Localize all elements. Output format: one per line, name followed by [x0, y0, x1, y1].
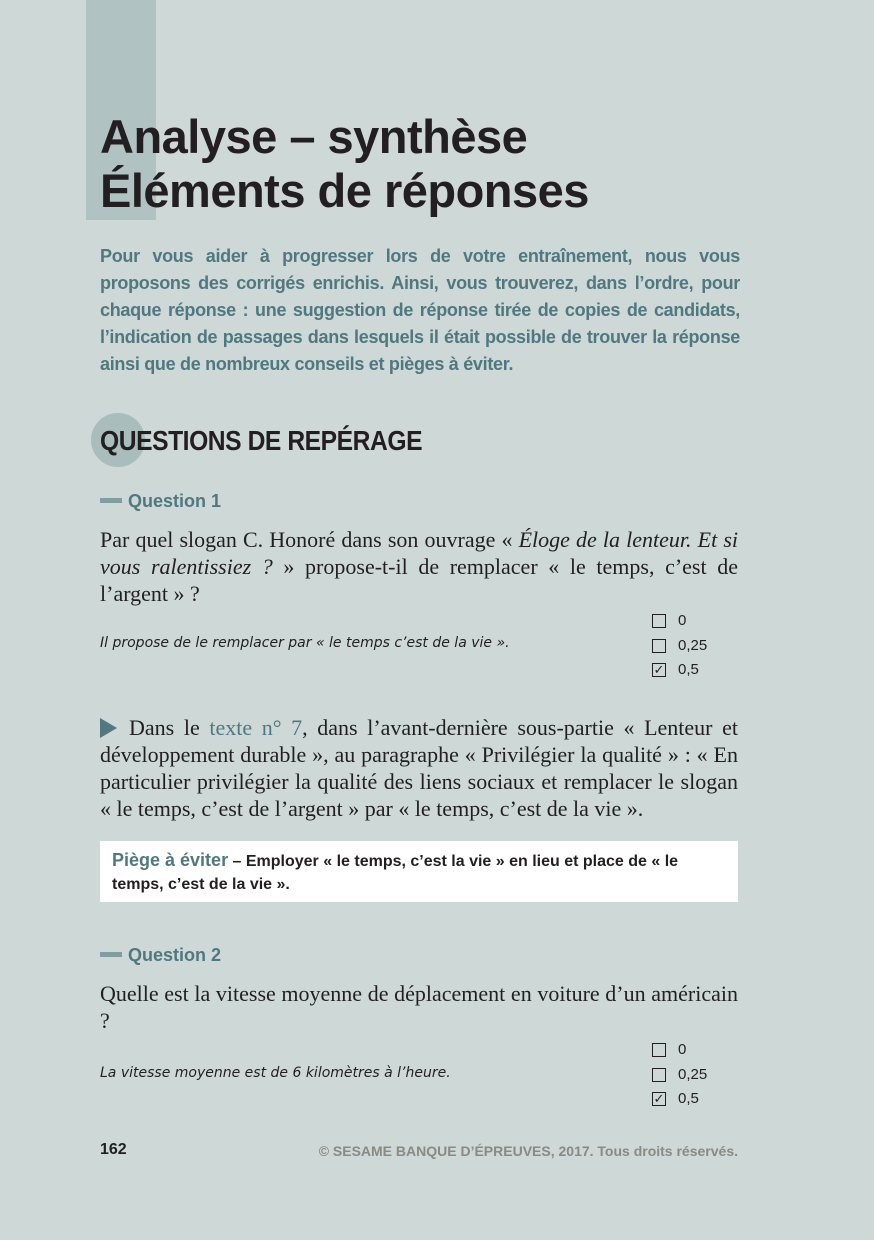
- book-title: Éloge de la lenteur. Et si vous ralentissiez ?: [100, 527, 738, 579]
- trap-text: – Employer « le temps, c’est la vie » en lieu et place de « le temps, c’est de la vie ».: [112, 853, 679, 893]
- score-option[interactable]: [652, 1063, 707, 1088]
- question1-score-options: [652, 609, 707, 683]
- score-option-label: 0,5: [678, 1090, 699, 1107]
- score-option-label: 0,25: [678, 636, 708, 654]
- score-option[interactable]: [652, 634, 707, 659]
- question2-answer: La vitesse moyenne est de 6 kilomètres à l’heure.: [100, 1065, 451, 1081]
- page-number: 162: [100, 1141, 127, 1158]
- trap-lead: Piège à éviter: [112, 850, 229, 870]
- intro-paragraph: Pour vous aider à progresser lors de votre entraînement, nous vous proposons des corrigés enrichis. Ainsi, vous trouverez, dans l’ordre, pour chaque réponse : une suggestion de réponse tirée de copies de candidats, l’indication de passages dans lesquels il était possible de trouver la réponse ainsi que de nombreux conseils et pièges à éviter.: [100, 246, 740, 374]
- score-option-label: 0: [678, 1041, 687, 1058]
- section-title: QUESTIONS DE REPÉRAGE: [100, 425, 423, 456]
- question1-text: Par quel slogan C. Honoré dans son ouvrage « Éloge de la lenteur. Et si vous ralentissiez ? » propose-t-il de remplacer « le temps, c’est de l’argent » ?: [100, 527, 738, 606]
- score-option-label: 0,5: [678, 661, 699, 678]
- page-title-line2: Éléments de réponses: [100, 164, 589, 217]
- question2-label: Question 2: [100, 944, 221, 966]
- score-option-label: 0,25: [678, 1065, 708, 1083]
- question2-text: Quelle est la vitesse moyenne de déplacement en voiture d’un américain ?: [100, 981, 738, 1033]
- copyright-notice: © SESAME BANQUE D’ÉPREUVES, 2017. Tous droits réservés.: [318, 1143, 738, 1159]
- question1-reference: Dans le texte n° 7, dans l’avant-dernière sous-partie « Lenteur et développement durable », au paragraphe « Privilégier la qualité » : « En particulier privilégier la qualité des liens sociaux et remplacer le slogan « le temps, c’est de l’argent » par « le temps, c’est de la vie ».: [100, 715, 739, 821]
- checkbox-icon[interactable]: [652, 614, 666, 628]
- question-bar-icon: [100, 952, 122, 957]
- trap-box: [100, 841, 738, 902]
- checkbox-icon[interactable]: [652, 639, 666, 653]
- question1-label: Question 1: [100, 490, 221, 512]
- checkbox-icon[interactable]: [652, 1043, 666, 1057]
- page-title: [100, 110, 589, 218]
- triangle-arrow-icon: [100, 718, 117, 738]
- score-option[interactable]: [652, 658, 707, 683]
- question-bar-icon: [100, 498, 122, 503]
- score-option[interactable]: [652, 1038, 707, 1063]
- score-option[interactable]: [652, 609, 707, 634]
- score-option[interactable]: [652, 1087, 707, 1112]
- checkbox-checked-icon[interactable]: ✓: [653, 1091, 665, 1107]
- question1-answer: Il propose de le remplacer par « le temps c’est de la vie ».: [100, 635, 510, 651]
- page-title-line1: Analyse – synthèse: [100, 110, 528, 163]
- checkbox-checked-icon[interactable]: ✓: [653, 662, 665, 678]
- text-reference-link[interactable]: texte n° 7: [209, 715, 303, 740]
- score-option-label: 0: [678, 612, 687, 629]
- question2-score-options: [652, 1038, 707, 1112]
- checkbox-icon[interactable]: [652, 1068, 666, 1082]
